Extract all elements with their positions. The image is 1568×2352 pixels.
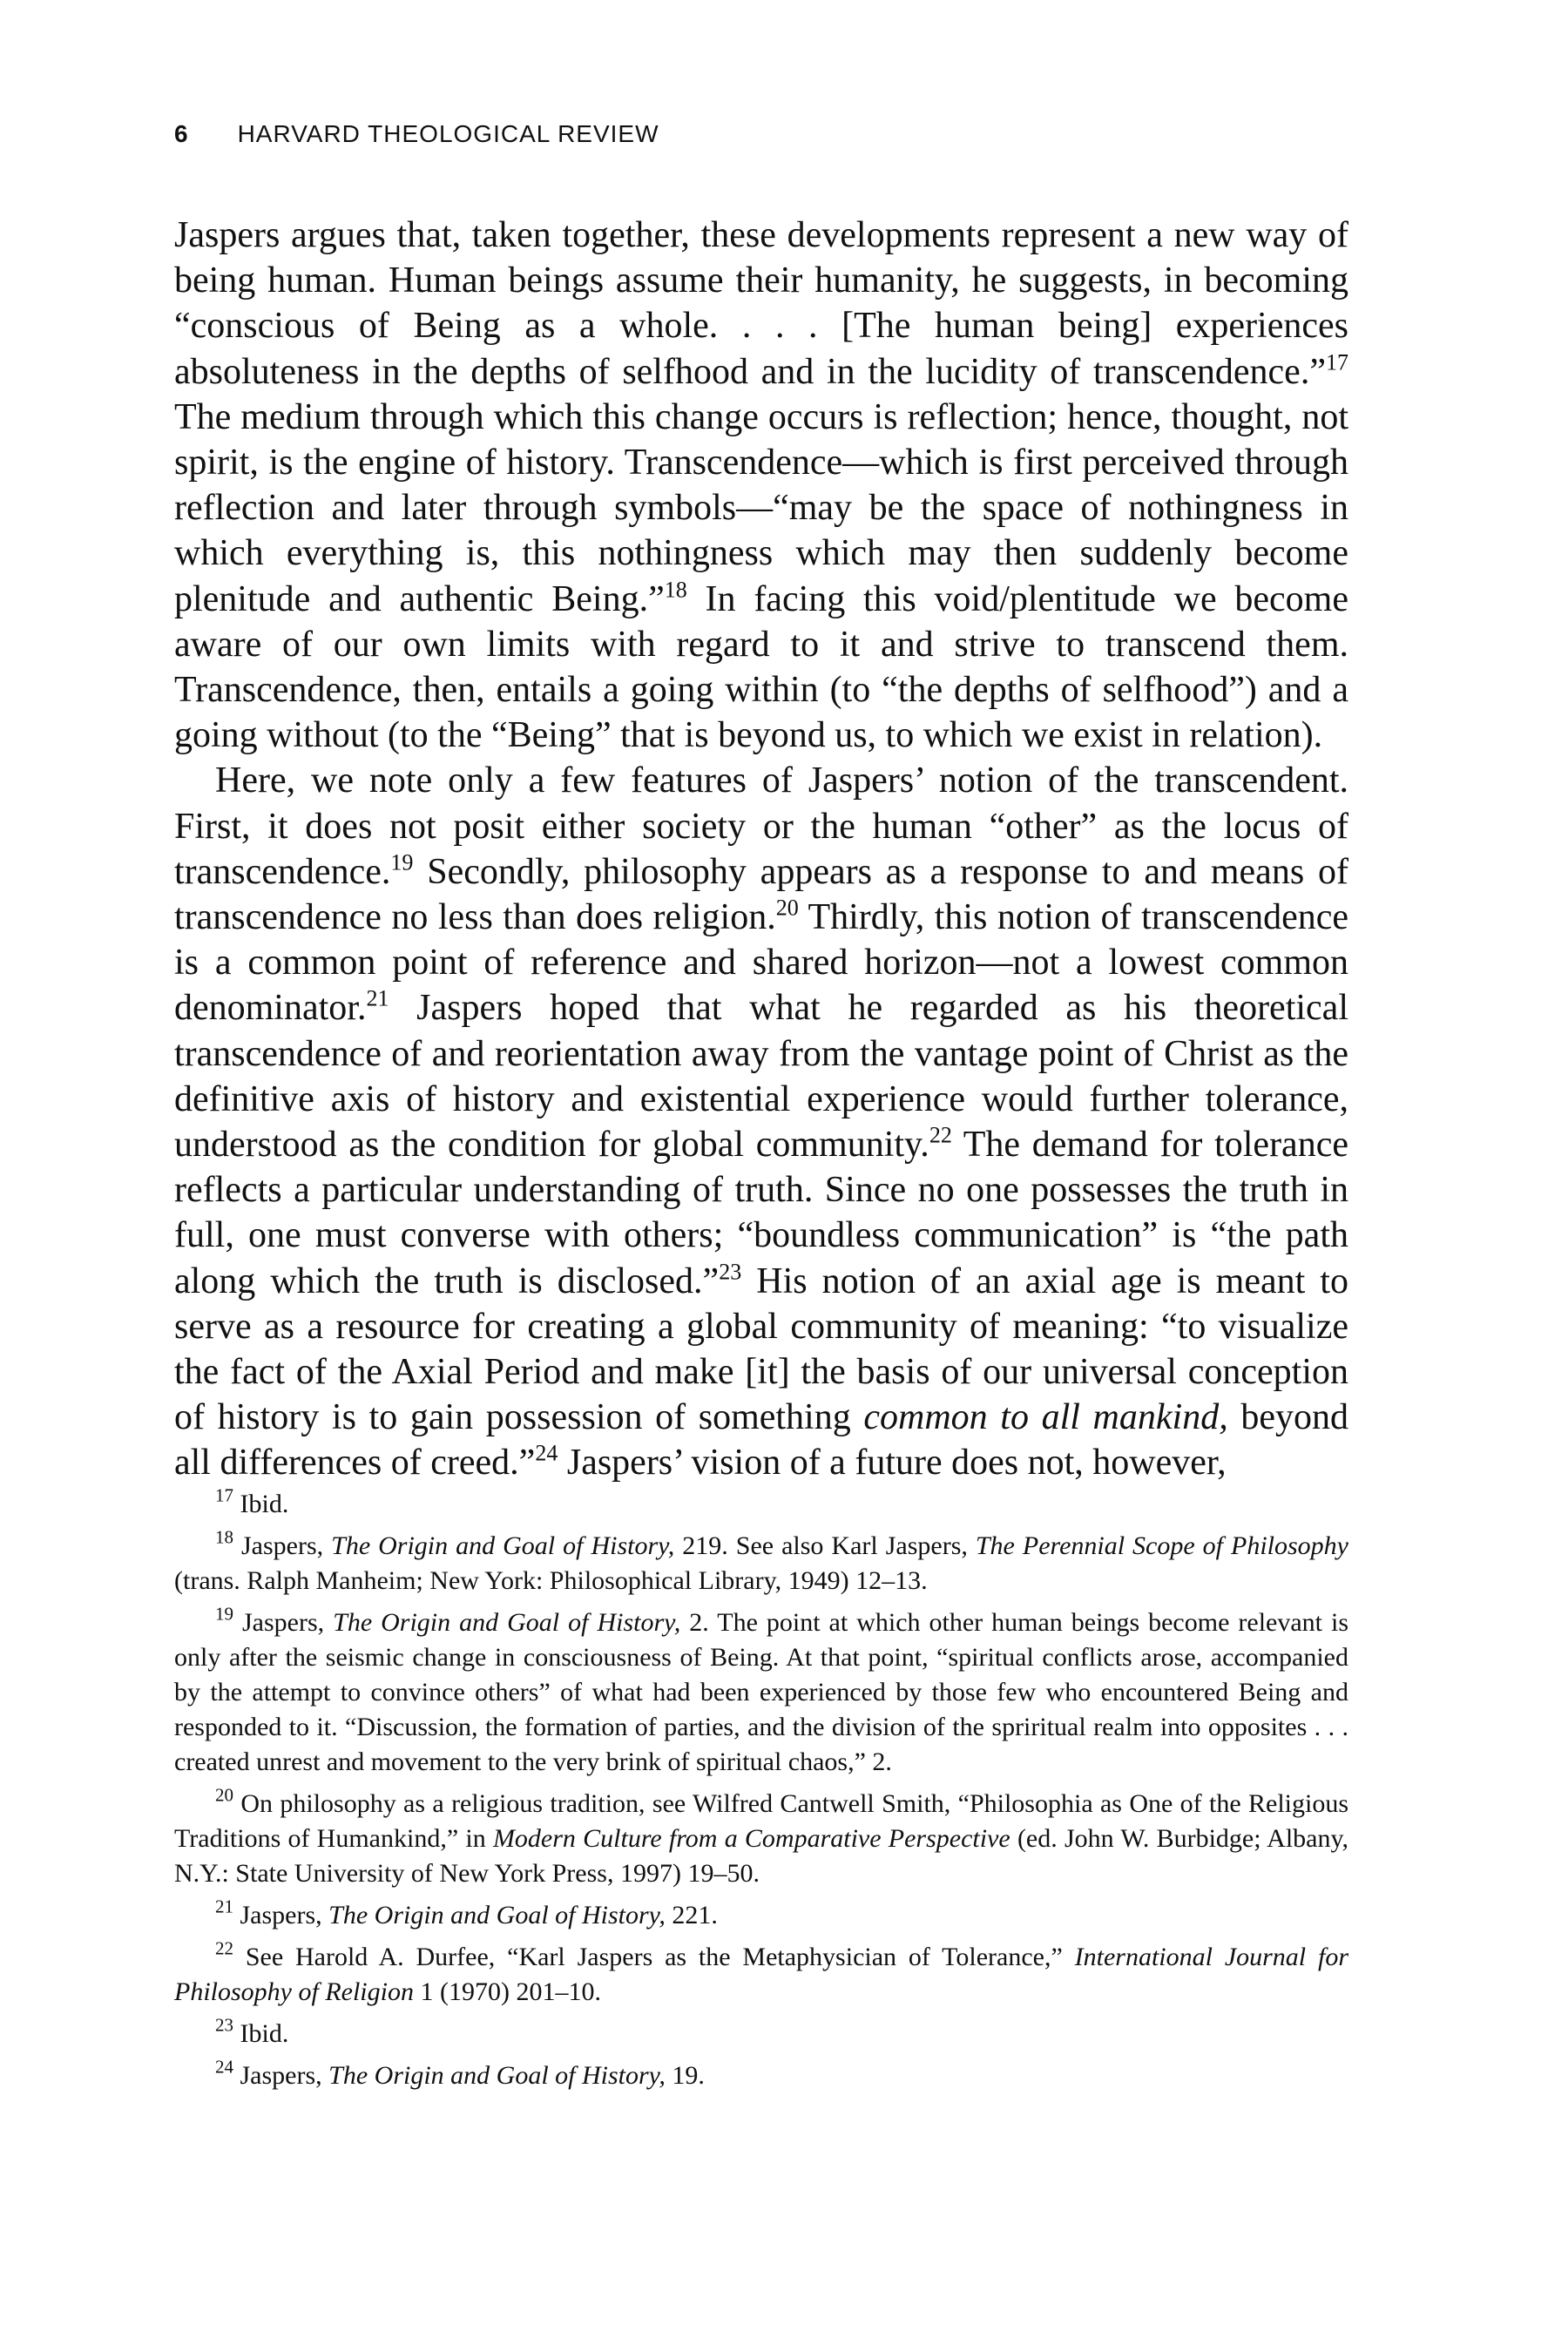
footnote-22 (174, 1937, 1349, 2010)
book-title: Modern Culture from a Comparative Perspective (492, 1824, 1010, 1853)
footnote-text: 2. The point at which other human beings become relevant is only after the seismic change in consciousness of Being. At that point, “spiritual conflicts arose, accompanied by the attempt to convince others” of what had been experienced by those few who encountered Being and responded to it. “Discussion, the formation of parties, and the division of the spriritual realm into opposites . . . created unrest and movement to the very brink of spiritual chaos,” 2. (174, 1608, 1348, 1776)
text-span: The demand for tolerance reflects a particular understanding of truth. Since no one possesses the truth in full, one must converse with others; “boundless communication” is “the path along which the truth is disclosed.” (174, 1125, 1348, 1301)
text-span: Jaspers’ vision of a future does not, however, (558, 1443, 1227, 1484)
note-ref-22: 22 (929, 1122, 952, 1148)
text-span: The medium through which this change occurs is reflection; hence, thought, not spirit, is the engine of history. Transcendence—which is first perceived through reflection and later through symbols—“may be the space of nothingness in which everything is, this nothingness which may then suddenly become plenitude and authentic Being.” (174, 396, 1348, 619)
journal-name: International Journal for Philosophy of Religion (174, 1943, 1349, 2006)
footnote-23 (174, 2014, 1348, 2051)
footnote-text: Jaspers, (233, 1901, 329, 1930)
footnote-number: 17 (215, 1484, 233, 1506)
footnote-number: 22 (215, 1937, 233, 1959)
footnote-24 (174, 2058, 1348, 2093)
footnote-number: 21 (215, 1896, 233, 1917)
text-span: Jaspers hoped that what he regarded as his theoretical transcendence of and reorientation away from the vantage point of Christ as the definitive axis of history and existential experience would further tolerance, understood as the condition for global community. (174, 988, 1348, 1166)
footnote-text: 19. (665, 2061, 705, 2090)
footnote-text: Ibid. (233, 1490, 289, 1518)
footnote-text: 221. (665, 1901, 718, 1930)
footnote-19 (174, 1605, 1348, 1780)
footnote-text: (ed. John W. Burbidge; Albany, N.Y.: State University of New York Press, 1997) 19–50. (174, 1824, 1349, 1888)
footnote-number: 19 (215, 1603, 233, 1625)
main-text (174, 213, 1348, 1486)
footnote-text: Ibid. (233, 2019, 289, 2048)
footnote-text: Jaspers, (233, 1531, 332, 1560)
footnote-text: 219. See also Karl Jaspers, (674, 1531, 976, 1560)
text-span: Jaspers argues that, taken together, these developments represent a new way of being human. Human beings assume their humanity, he suggests, in becoming “conscious of Being as a whole. . . . [The human being] experiences absoluteness in the depths of selfhood and in the lucidity of transcendence.” (174, 215, 1348, 392)
text-span: In facing this void/plentitude we become aware of our own limits with regard to it and strive to transcend them. Transcendence, then, entails a going within (to “the depths of selfhood”) and a going without (to the “Being” that is beyond us, to which we exist in relation). (174, 578, 1348, 756)
footnote-text: Jaspers, (233, 1608, 334, 1637)
journal-title: HARVARD THEOLOGICAL REVIEW (237, 120, 659, 147)
footnote-text: (trans. Ralph Manheim; New York: Philosophical Library, 1949) 12–13. (174, 1566, 928, 1595)
book-title: The Origin and Goal of History, (333, 1608, 681, 1637)
note-ref-24: 24 (535, 1440, 558, 1466)
paragraph-1 (174, 213, 1348, 758)
book-title: The Origin and Goal of History, (331, 1531, 675, 1560)
note-ref-17: 17 (1325, 349, 1348, 375)
book-title: The Perennial Scope of Philosophy (975, 1531, 1348, 1560)
note-ref-18: 18 (664, 577, 687, 603)
footnote-17 (174, 1484, 1348, 1522)
footnote-text: On philosophy as a religious tradition, see Wilfred Cantwell Smith, “Philosophia as One of the Religious Traditions of Humankind,” in (174, 1789, 1348, 1853)
footnote-number: 23 (215, 2014, 233, 2036)
page-number: 6 (174, 120, 189, 147)
text-span: Here, we note only a few features of Jaspers’ notion of the transcendent. First, it does not posit either society or the human “other” as the locus of transcendence. (174, 760, 1348, 892)
book-title: The Origin and Goal of History, (328, 2061, 666, 2090)
footnote-number: 24 (215, 2056, 233, 2078)
note-ref-20: 20 (775, 895, 799, 921)
footnote-text: Jaspers, (233, 2061, 329, 2090)
footnote-18 (174, 1526, 1348, 1598)
note-ref-21: 21 (366, 985, 389, 1011)
footnote-20 (174, 1784, 1349, 1891)
paragraph-2 (174, 758, 1348, 1485)
footnote-text: See Harold A. Durfee, “Karl Jaspers as the Metaphysician of Tolerance,” (233, 1943, 1075, 1971)
footnote-21 (174, 1898, 1348, 1933)
footnote-number: 20 (215, 1784, 233, 1806)
note-ref-19: 19 (390, 849, 414, 875)
text-span: Secondly, philosophy appears as a response to and means of transcendence no less than does religion. (174, 851, 1348, 938)
text-span: Thirdly, this notion of transcendence is a common point of reference and shared horizon—not a lowest common denominator. (174, 897, 1348, 1029)
book-title: The Origin and Goal of History, (328, 1901, 666, 1930)
emphasis: common to all mankind, (863, 1397, 1228, 1438)
footnote-text: 1 (1970) 201–10. (413, 1977, 601, 2006)
footnotes (174, 1484, 1349, 2100)
text-span: beyond all differences of creed.” (174, 1397, 1348, 1484)
footnote-number: 18 (215, 1526, 233, 1548)
text-span: His notion of an axial age is meant to serve as a resource for creating a global community of meaning: “to visualize the fact of the Axial Period and make [it] the basis of our universal conception of history is to gain possession of something (174, 1260, 1348, 1438)
running-head (174, 120, 1394, 148)
note-ref-23: 23 (719, 1259, 742, 1285)
